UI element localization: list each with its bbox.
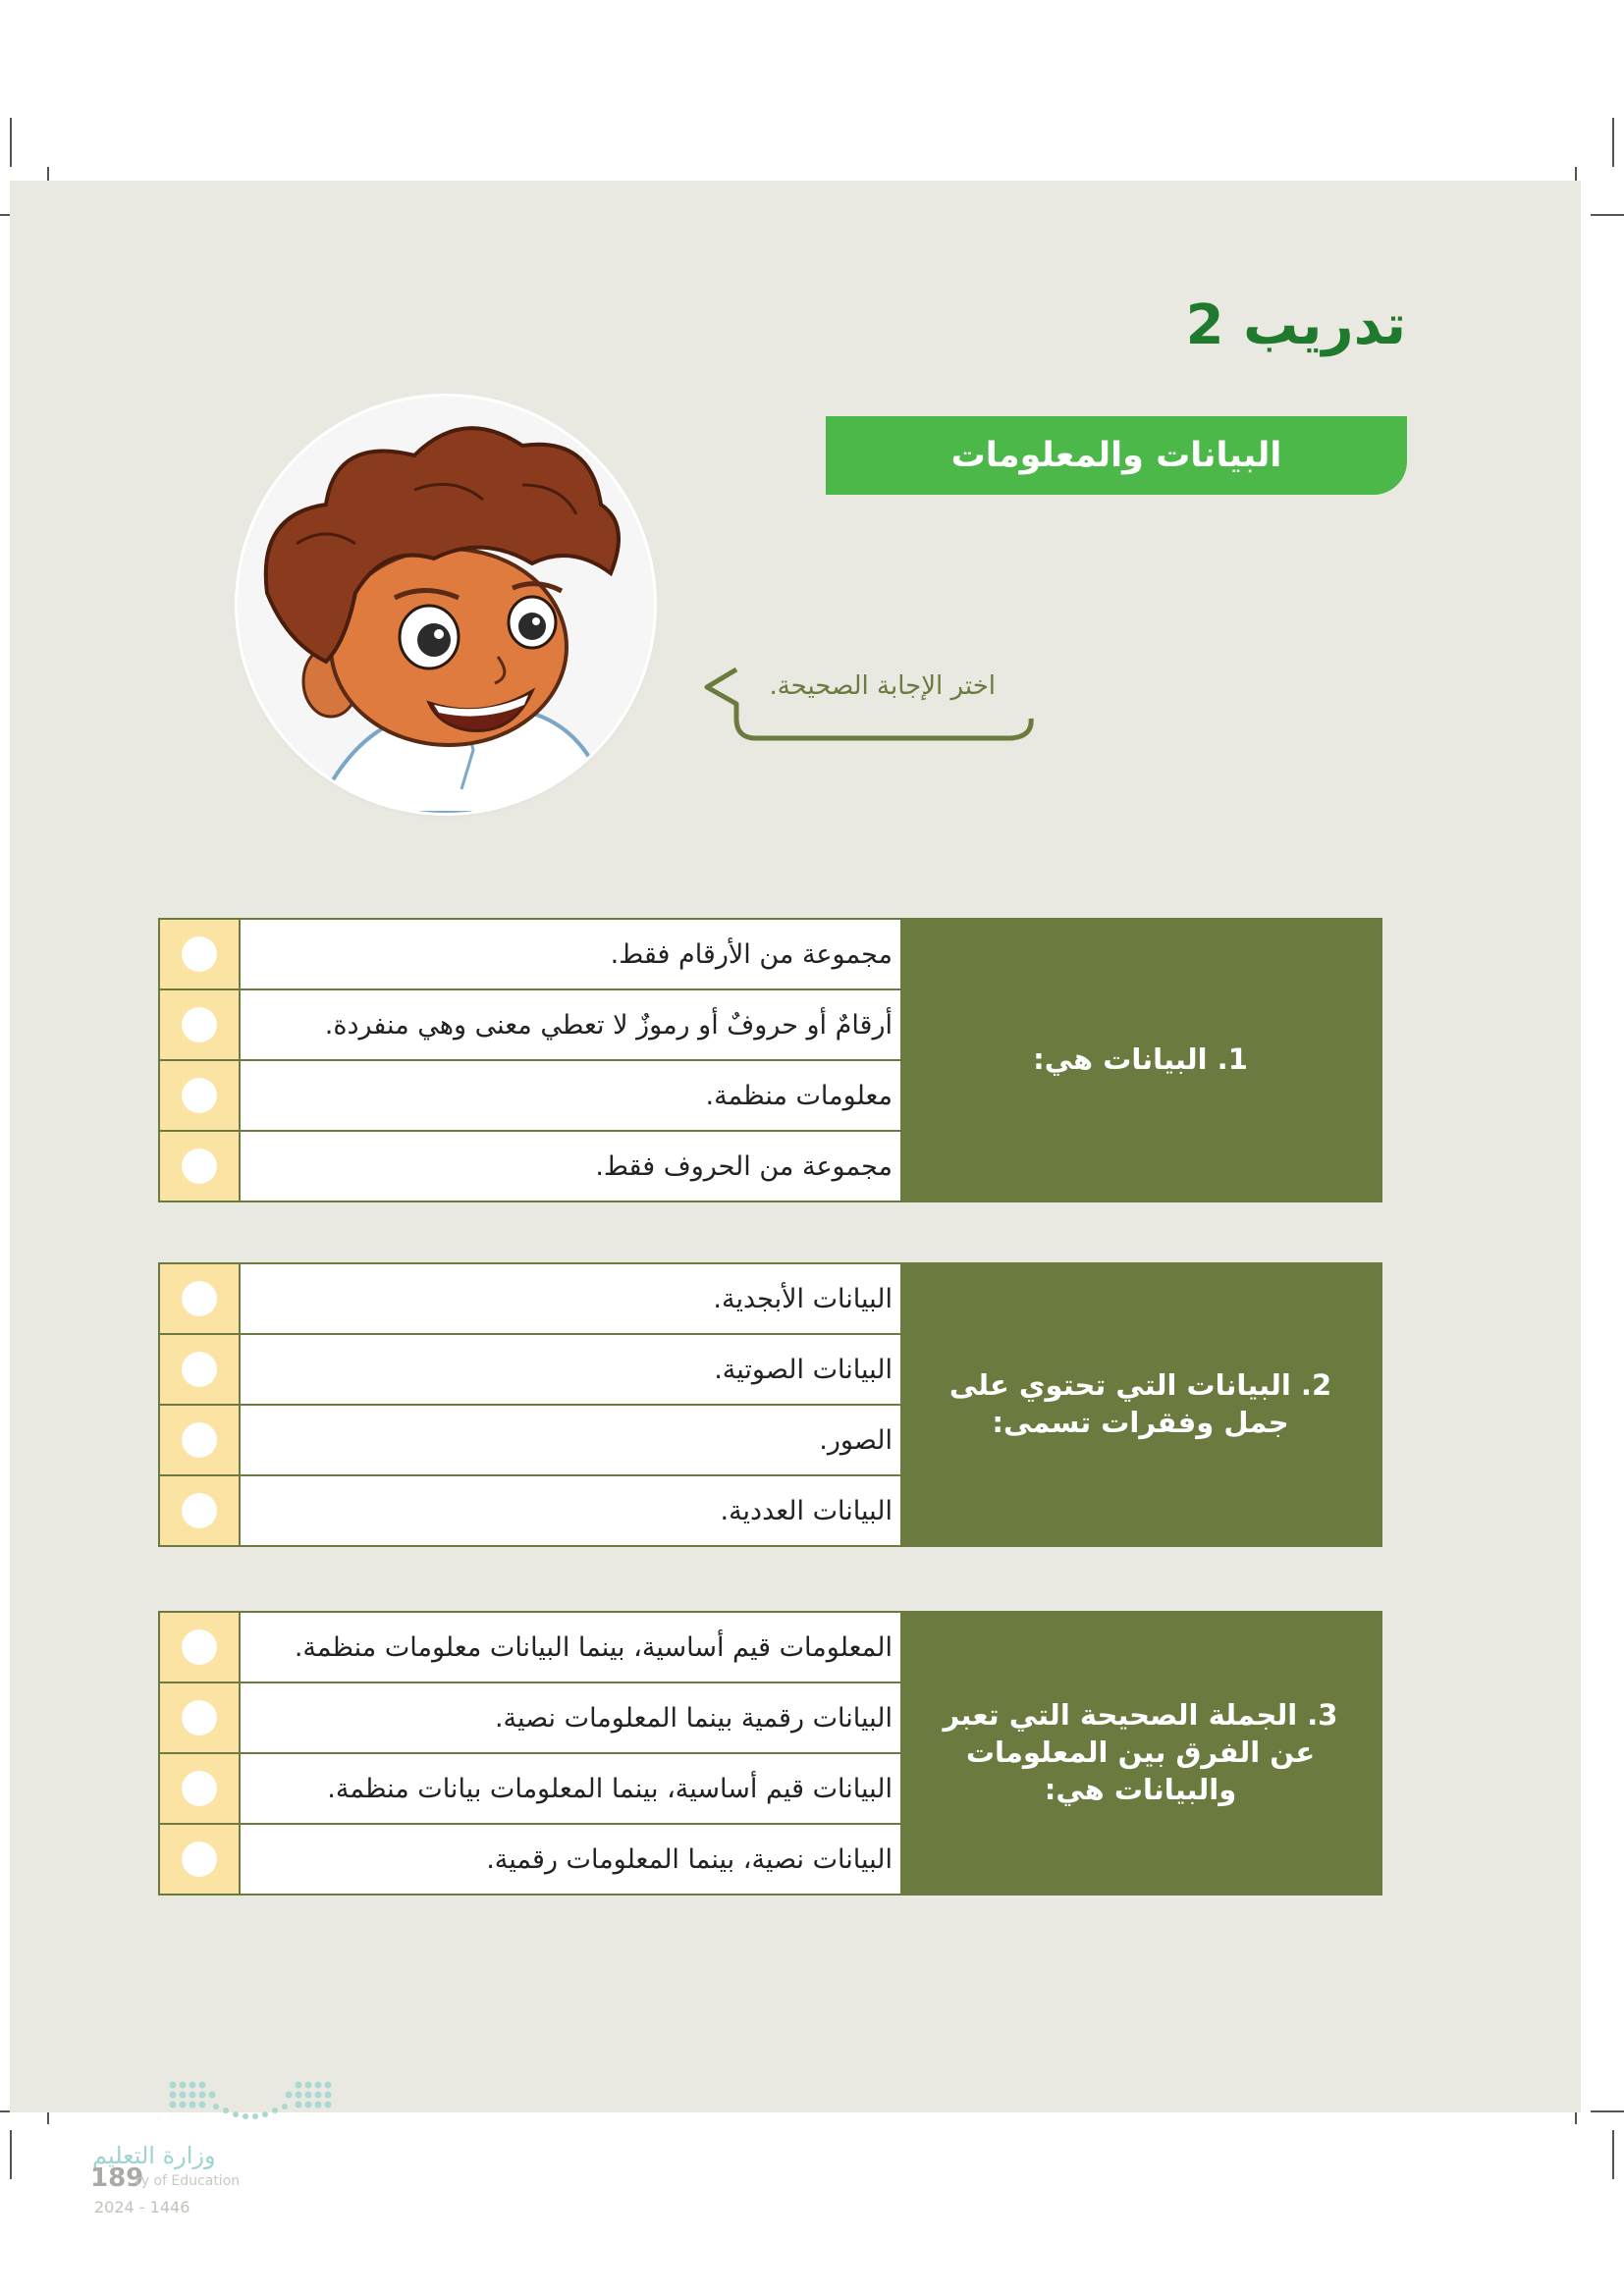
option-row	[160, 1059, 900, 1130]
option-text: المعلومات قيم أساسية، بينما البيانات معلومات منظمة.	[241, 1613, 900, 1682]
option-text: البيانات الصوتية.	[241, 1335, 900, 1404]
crop-mark	[10, 118, 12, 167]
page-title: تدريب 2	[1185, 294, 1406, 357]
option-radio-cell	[160, 1406, 241, 1474]
option-radio-cell	[160, 1683, 241, 1752]
option-row	[160, 1682, 900, 1752]
option-text: مجموعة من الحروف فقط.	[241, 1132, 900, 1201]
option-radio[interactable]	[182, 1078, 217, 1113]
option-radio[interactable]	[182, 936, 217, 972]
option-text: البيانات رقمية بينما المعلومات نصية.	[241, 1683, 900, 1752]
option-radio-cell	[160, 1476, 241, 1545]
option-text: البيانات نصية، بينما المعلومات رقمية.	[241, 1825, 900, 1894]
question-2	[158, 1262, 1382, 1547]
question-1	[158, 918, 1382, 1202]
academic-year: 2024 - 1446	[94, 2198, 190, 2216]
option-radio-cell	[160, 1825, 241, 1894]
option-text: أرقامٌ أو حروفٌ أو رموزٌ لا تعطي معنى وهي منفردة.	[241, 990, 900, 1059]
option-radio[interactable]	[182, 1281, 217, 1316]
question-1-text: 1. البيانات هي:	[900, 920, 1380, 1201]
option-row	[160, 1404, 900, 1474]
option-radio-cell	[160, 990, 241, 1059]
question-2-text: 2. البيانات التي تحتوي على جمل وفقرات تسمى:	[900, 1264, 1380, 1545]
option-row	[160, 920, 900, 988]
crop-mark	[10, 2130, 12, 2179]
page-number: 189	[90, 2163, 144, 2193]
ministry-name-ar: وزارة التعليم	[92, 2142, 216, 2169]
option-radio-cell	[160, 1754, 241, 1823]
option-text: مجموعة من الأرقام فقط.	[241, 920, 900, 988]
option-text: البيانات العددية.	[241, 1476, 900, 1545]
option-text: البيانات قيم أساسية، بينما المعلومات بيانات منظمة.	[241, 1754, 900, 1823]
question-1-options	[160, 920, 900, 1201]
section-banner	[826, 416, 1407, 495]
question-3-options	[160, 1613, 900, 1894]
option-radio[interactable]	[182, 1771, 217, 1806]
option-radio-cell	[160, 1613, 241, 1682]
instruction-text: اختر الإجابة الصحيحة.	[769, 671, 996, 701]
question-3	[158, 1611, 1382, 1896]
option-row	[160, 1474, 900, 1545]
option-radio[interactable]	[182, 1422, 217, 1458]
option-radio-cell	[160, 920, 241, 988]
option-radio[interactable]	[182, 1629, 217, 1665]
question-2-options	[160, 1264, 900, 1545]
crop-mark	[1612, 118, 1614, 167]
option-row	[160, 1752, 900, 1823]
crop-mark	[1612, 2130, 1614, 2179]
option-row	[160, 1130, 900, 1201]
crop-mark	[1591, 214, 1624, 216]
section-banner-label: البيانات والمعلومات	[950, 436, 1282, 475]
option-row	[160, 1333, 900, 1404]
option-row	[160, 1613, 900, 1682]
option-radio[interactable]	[182, 1842, 217, 1877]
option-radio-cell	[160, 1132, 241, 1201]
option-row	[160, 988, 900, 1059]
option-radio-cell	[160, 1061, 241, 1130]
question-3-text: 3. الجملة الصحيحة التي تعبر عن الفرق بين المعلومات والبيانات هي:	[900, 1613, 1380, 1894]
option-row	[160, 1264, 900, 1333]
option-radio[interactable]	[182, 1352, 217, 1387]
option-radio[interactable]	[182, 1700, 217, 1735]
worksheet-page	[10, 181, 1581, 2216]
crop-mark	[1591, 2110, 1624, 2112]
option-radio-cell	[160, 1264, 241, 1333]
option-radio[interactable]	[182, 1007, 217, 1042]
ministry-logo-dots-icon	[167, 2077, 334, 2126]
option-text: معلومات منظمة.	[241, 1061, 900, 1130]
option-radio[interactable]	[182, 1148, 217, 1184]
ministry-name-en: ry of Education	[135, 2173, 241, 2189]
option-text: الصور.	[241, 1406, 900, 1474]
option-radio-cell	[160, 1335, 241, 1404]
student-character-illustration	[238, 397, 654, 813]
option-row	[160, 1823, 900, 1894]
option-text: البيانات الأبجدية.	[241, 1264, 900, 1333]
option-radio[interactable]	[182, 1493, 217, 1528]
